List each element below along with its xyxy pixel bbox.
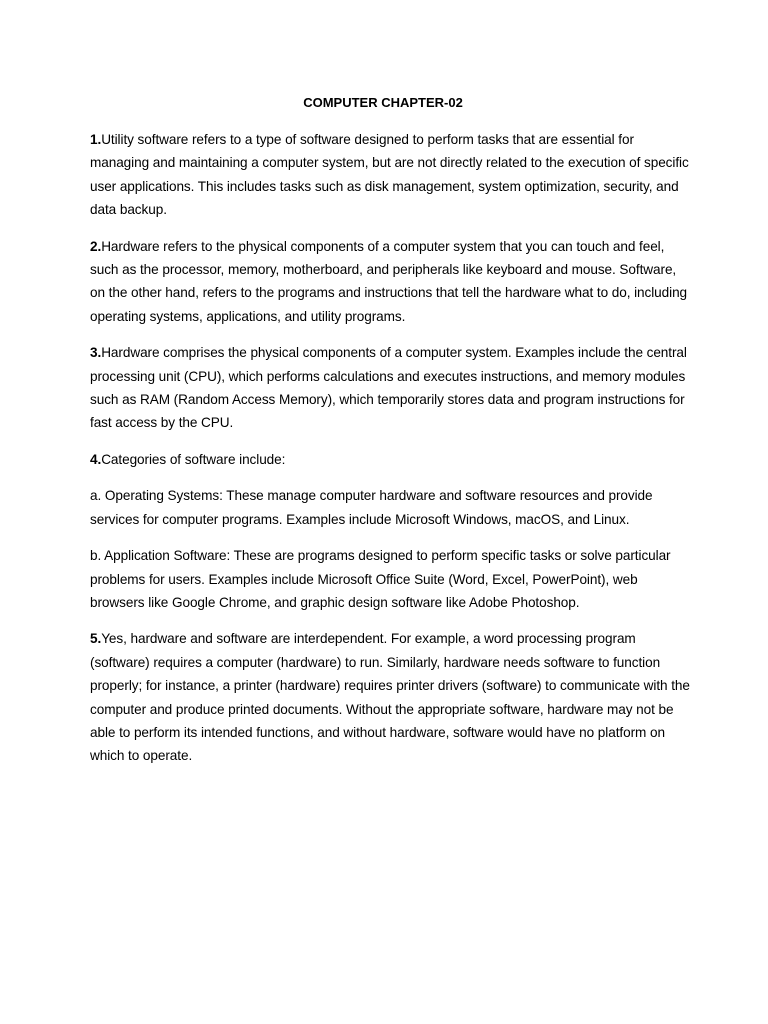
paragraph-3: [90, 341, 690, 435]
sub-item-b: [90, 544, 690, 614]
paragraph-2: [90, 235, 690, 329]
paragraph-number: 1.: [90, 132, 102, 147]
sub-item-a: [90, 484, 690, 531]
paragraph-text: Yes, hardware and software are interdependent. For example, a word processing program (software) requires a computer (hardware) to run. Similarly, hardware needs software to function properly; for instance, a printer (hardware) requires printer drivers (software) to communicate with the computer and produce printed documents. Without the appropriate software, hardware may not be able to perform its intended functions, and without hardware, software would have no platform on which to operate.: [90, 631, 690, 764]
paragraph-number: 2.: [90, 238, 102, 254]
paragraph-text: Hardware comprises the physical components of a computer system. Examples include the central processing unit (CPU), which performs calculations and executes instructions, and memory modules such as RAM (Random Access Memory), which temporarily stores data and program instructions for fast access by the CPU.: [90, 345, 687, 431]
paragraph-1: [90, 128, 690, 222]
paragraph-number: 4.: [90, 451, 102, 467]
paragraph-text: a. Operating Systems: These manage computer hardware and software resources and provide services for computer programs. Examples include Microsoft Windows, macOS, and Linux.: [90, 488, 653, 527]
paragraph-text: Categories of software include:: [101, 451, 286, 467]
paragraph-number: 3.: [90, 345, 102, 361]
paragraph-number: 5.: [90, 631, 102, 647]
paragraph-5: [90, 627, 690, 767]
paragraph-text: Utility software refers to a type of software designed to perform tasks that are essential for managing and maintaining a computer system, but are not directly related to the execution of specific user applications. This includes tasks such as disk management, system optimization, security, and data backup.: [90, 132, 689, 218]
paragraph-text: b. Application Software: These are programs designed to perform specific tasks or solve particular problems for users. Examples include Microsoft Office Suite (Word, Excel, PowerPoint), web browsers like Google Chrome, and graphic design software like Adobe Photoshop.: [90, 548, 671, 610]
document-body: [90, 93, 690, 781]
paragraph-4: [90, 448, 690, 471]
document-title: COMPUTER CHAPTER-02: [303, 95, 463, 110]
paragraph-text: Hardware refers to the physical components of a computer system that you can touch and feel, such as the processor, memory, motherboard, and peripherals like keyboard and mouse. Software, on the other hand, refers to the programs and instructions that tell the hardware what to do, including operating systems, applications, and utility programs.: [90, 238, 688, 324]
